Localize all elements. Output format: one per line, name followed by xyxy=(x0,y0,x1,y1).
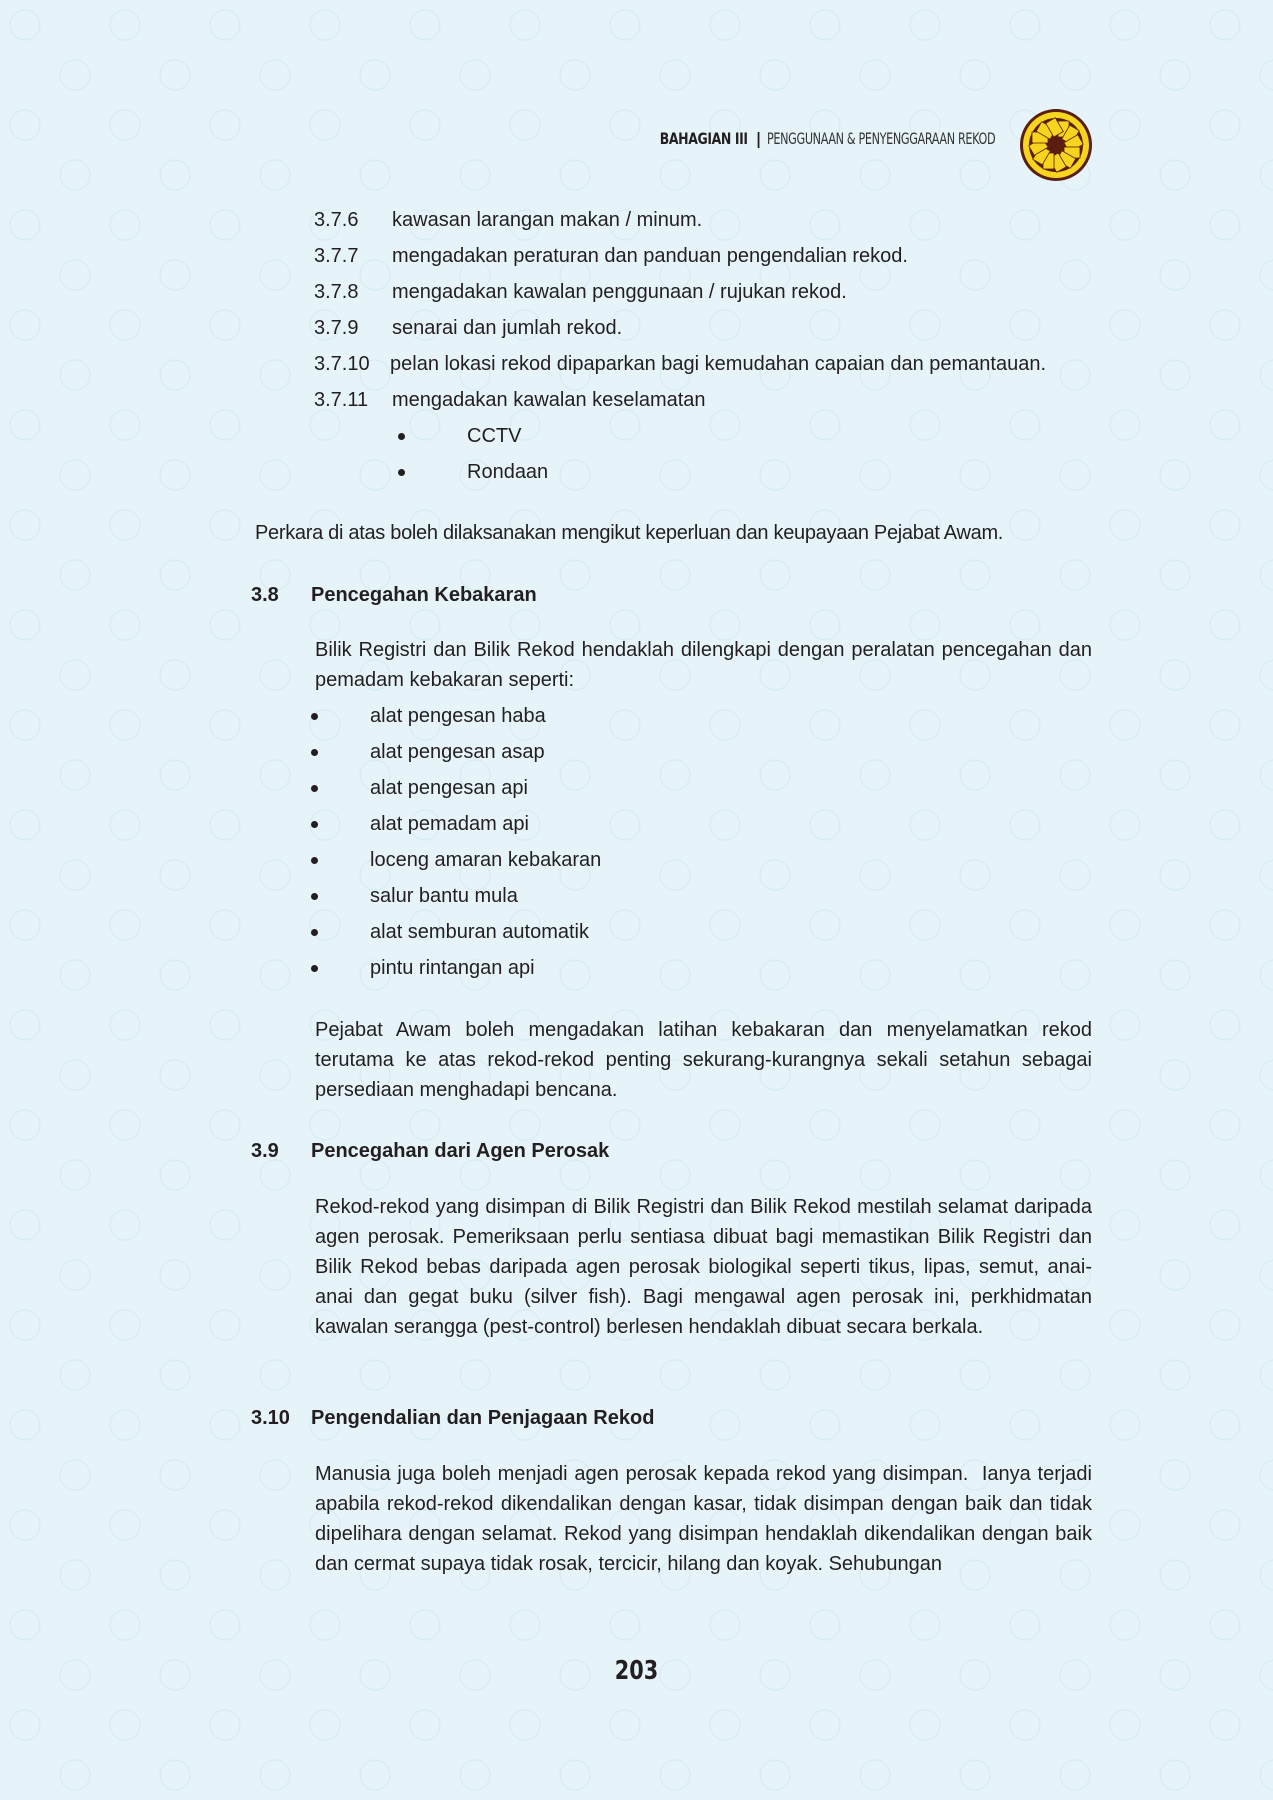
section-number: 3.8 xyxy=(251,584,279,606)
list-item: alat pengesan haba xyxy=(370,705,546,727)
list-item: alat pengesan asap xyxy=(370,741,545,763)
bullet-icon xyxy=(311,821,318,828)
list-item: pintu rintangan api xyxy=(370,957,535,979)
header-separator: | xyxy=(755,128,761,148)
section-body: Manusia juga boleh menjadi agen perosak kepada rekod yang disimpan. Ianya terjadi apabila rekod-rekod dikendalikan dengan kasar, tidak disimpan dengan baik dan tidak dipelihara dengan selamat. Rekod yang disimpan hendaklah dikendalikan dengan baik dan cermat supaya tidak rosak, tercicir, hilang dan koyak. Sehubungan xyxy=(315,1463,1098,1575)
list-item: alat semburan automatik xyxy=(370,921,590,943)
bullet-icon xyxy=(311,785,318,792)
list-item-text: mengadakan kawalan penggunaan / rujukan rekod. xyxy=(392,281,847,303)
list-item-number: 3.7.9 xyxy=(314,317,359,339)
list-item-number: 3.7.6 xyxy=(314,209,359,231)
arkib-negara-emblem-icon xyxy=(1019,108,1093,182)
page-number: 203 xyxy=(614,1656,659,1686)
bullet-icon xyxy=(311,857,318,864)
list-item-number: 3.7.10 xyxy=(314,353,370,375)
section-body: Rekod-rekod yang disimpan di Bilik Registri dan Bilik Rekod mestilah selamat daripada agen perosak. Pemeriksaan perlu sentiasa dibuat bagi memastikan Bilik Registri dan Bilik Rekod bebas daripada agen perosak biologikal seperti tikus, lipas, semut, anai-anai dan gegat buku (silver fish). Bagi mengawal agen perosak ini, perkhidmatan kawalan serangga (pest-control) berlesen hendaklah dibuat secara berkala. xyxy=(315,1196,1092,1338)
note-paragraph: Perkara di atas boleh dilaksanakan mengikut keperluan dan keupayaan Pejabat Awam. xyxy=(255,522,1004,544)
list-item-number: 3.7.11 xyxy=(314,389,369,411)
list-item: alat pemadam api xyxy=(370,813,529,835)
section-number: 3.9 xyxy=(251,1140,279,1162)
list-item-number: 3.7.8 xyxy=(314,281,359,303)
bullet-icon xyxy=(311,713,318,720)
chapter-title: PENGGUNAAN & PENYENGGARAAN REKOD xyxy=(766,128,996,148)
list-item: alat pengesan api xyxy=(370,777,528,799)
section-closing-paragraph: Pejabat Awam boleh mengadakan latihan kebakaran dan menyelamatkan rekod terutama ke atas rekod-rekod penting sekurang-kurangnya sekali setahun sebagai persediaan menghadapi bencana. xyxy=(315,1019,1092,1101)
security-bullet-text: Rondaan xyxy=(467,461,549,483)
list-item-text: mengadakan kawalan keselamatan xyxy=(392,389,706,411)
section-heading: Pencegahan Kebakaran xyxy=(311,584,537,606)
bullet-icon xyxy=(398,433,405,440)
security-bullet-text: CCTV xyxy=(467,425,522,447)
bullet-icon xyxy=(311,749,318,756)
section-heading: Pengendalian dan Penjagaan Rekod xyxy=(311,1407,655,1429)
list-item-text: senarai dan jumlah rekod. xyxy=(392,317,623,339)
section-intro: Bilik Registri dan Bilik Rekod hendaklah dilengkapi dengan peralatan pencegahan dan pemadam kebakaran seperti: xyxy=(315,639,1092,691)
bullet-icon xyxy=(311,893,318,900)
list-item-text: pelan lokasi rekod dipaparkan bagi kemudahan capaian dan pemantauan. xyxy=(390,353,1047,375)
list-item: loceng amaran kebakaran xyxy=(370,849,602,871)
part-label: BAHAGIAN III xyxy=(659,128,748,148)
list-item: salur bantu mula xyxy=(370,885,518,907)
section-heading: Pencegahan dari Agen Perosak xyxy=(311,1140,610,1162)
list-item-text: kawasan larangan makan / minum. xyxy=(392,209,703,231)
bullet-icon xyxy=(311,965,318,972)
list-item-text: mengadakan peraturan dan panduan pengendalian rekod. xyxy=(392,245,908,267)
section-number: 3.10 xyxy=(251,1407,290,1429)
bullet-icon xyxy=(311,929,318,936)
bullet-icon xyxy=(398,469,405,476)
list-item-number: 3.7.7 xyxy=(314,245,359,267)
